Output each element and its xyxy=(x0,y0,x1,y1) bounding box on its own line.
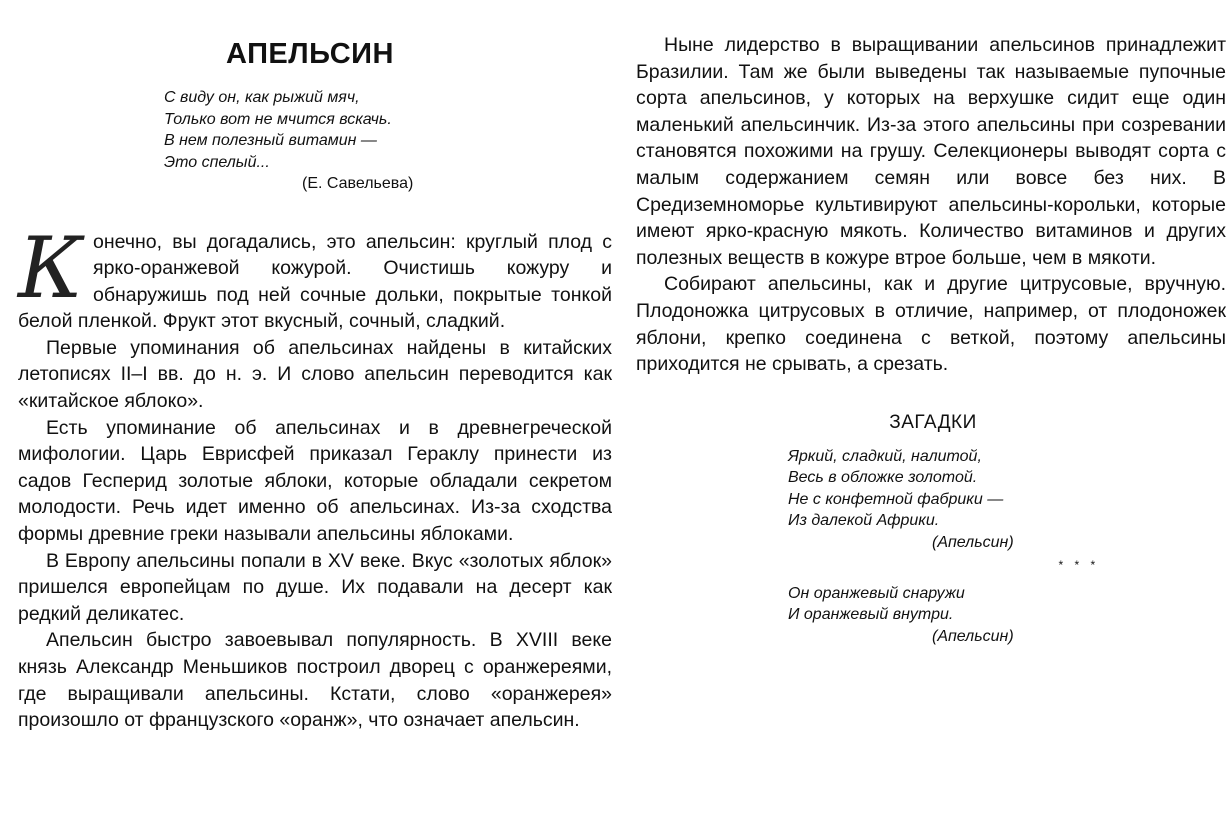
paragraph: Первые упоминания об апельсинах найдены в китайских летописях II–I вв. до н. э. И слово апельсин переводится как «китайское яблоко». xyxy=(18,336,612,413)
riddle-line: Не с конфетной фабрики — xyxy=(788,490,1004,508)
riddles-heading: ЗАГАДКИ xyxy=(889,411,977,433)
riddle-answer: (Апельсин) xyxy=(932,627,1014,645)
riddle-line: Из далекой Африки. xyxy=(788,512,940,530)
riddle-line: Весь в обложке золотой. xyxy=(788,469,978,487)
paragraph: Ныне лидерство в выращивании апельсинов принадлежит Бразилии. Там же были выведены так называемые пупочные сорта апельсинов, у которых на верхушке сидит еще один маленький апельсинчик. Из-за этого апельсины при созревании становятся похожими на грушу. Селекционеры выводят сорта с малым содержанием семян или вовсе без них. В Средиземноморье культивируют апельсины-корольки, которые имеют ярко-красную мякоть. Количество витаминов и других полезных веществ в кожуре втрое больше, чем в мякоти. xyxy=(636,34,1226,269)
epigraph-author: (Е. Савельева) xyxy=(302,175,414,192)
paragraph-intro-text: онечно, вы догадались, это апельсин: круглый плод с ярко-оранжевой кожурой. Очистишь кожуру и обнаружишь под ней сочные дольки, покрытые тонкой белой пленкой. Фрукт этот вкусный, сочный, сладкий. xyxy=(18,230,612,333)
riddle-line: Яркий, сладкий, налитой, xyxy=(788,447,982,465)
paragraph: Собирают апельсины, как и другие цитрусовые, вручную. Плодоножка цитрусовых в отличие, например, от плодоножек яблони, крепко соединена с веткой, поэтому апельсины приходится не срывать, а срезать. xyxy=(636,273,1226,376)
riddle xyxy=(788,446,1226,648)
riddle-separator: * * * xyxy=(1058,558,1099,573)
paragraph-intro xyxy=(18,218,612,335)
left-column xyxy=(18,0,612,734)
article-title: АПЕЛЬСИН xyxy=(226,38,394,70)
right-column xyxy=(636,0,1226,647)
riddle-line: И оранжевый внутри. xyxy=(788,606,954,624)
epigraph-line: С виду он, как рыжий мяч, xyxy=(164,89,360,106)
paragraph: Есть упоминание об апельсинах и в древнегреческой мифологии. Царь Еврисфей приказал Гераклу принести из садов Гесперид золотые яблоки, которые обладали секретом молодости. Речь идет именно об апельсинах. Из-за сходства формы древние греки называли апельсины яблоками. xyxy=(18,416,612,546)
epigraph xyxy=(164,87,612,195)
epigraph-line: Это спелый... xyxy=(164,153,270,171)
riddle-answer: (Апельсин) xyxy=(932,533,1014,551)
riddle-line: Он оранжевый снаружи xyxy=(788,584,965,602)
drop-cap: К xyxy=(18,218,84,317)
paragraph: В Европу апельсины попали в XV веке. Вкус «золотых яблок» пришелся европейцам по душе. Их подавали на десерт как редкий деликатес. xyxy=(18,549,612,625)
paragraph: Апельсин быстро завоевывал популярность. В XVIII веке князь Александр Меньшиков построил дворец с оранжереями, где выращивали апельсины. Кстати, слово «оранжерея» произошло от французского «оранж», что означает апельсин. xyxy=(18,629,612,732)
epigraph-line: В нем полезный витамин — xyxy=(164,132,377,149)
epigraph-line: Только вот не мчится вскачь. xyxy=(164,110,392,128)
